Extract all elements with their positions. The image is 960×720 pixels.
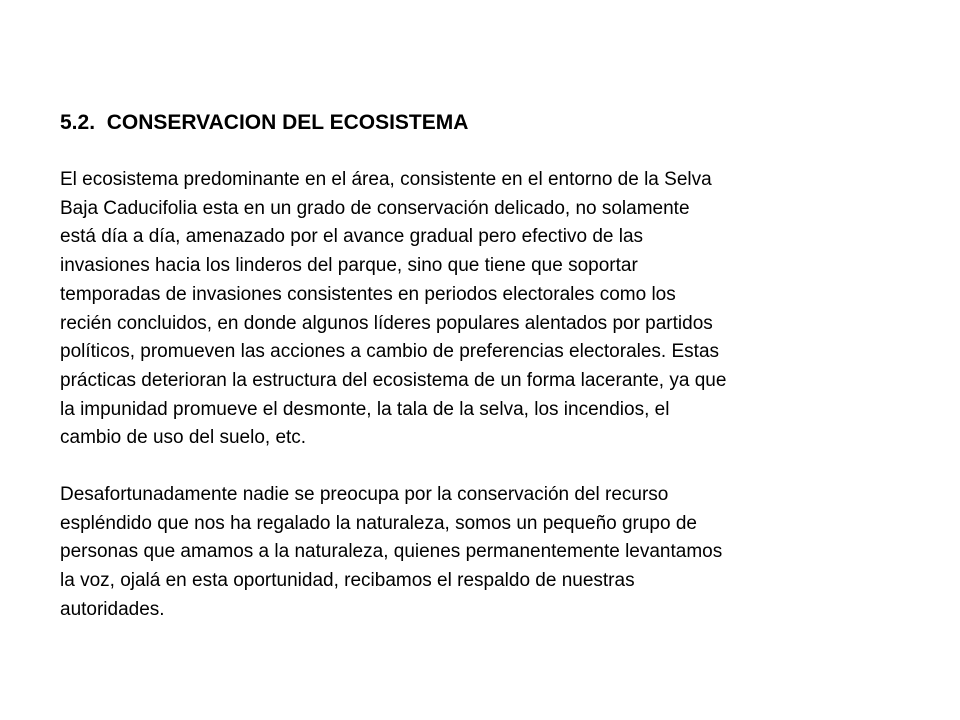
text-line: Baja Caducifolia esta en un grado de conservación delicado, no solamente	[60, 197, 690, 219]
text-line: autoridades.	[60, 598, 165, 620]
paragraph-conservation-appeal	[60, 481, 910, 625]
text-line: políticos, promueven las acciones a cambio de preferencias electorales. Estas	[60, 341, 720, 363]
paragraph-ecosystem-status	[60, 166, 910, 453]
text-line: personas que amamos a la naturaleza, quienes permanentemente levantamos	[60, 541, 723, 563]
text-line: está día a día, amenazado por el avance gradual pero efectivo de las	[60, 226, 644, 248]
text-line: El ecosistema predominante en el área, consistente en el entorno de la Selva	[60, 169, 712, 190]
text-line: prácticas deterioran la estructura del ecosistema de un forma lacerante, ya que	[60, 369, 727, 391]
text-line: espléndido que nos ha regalado la naturaleza, somos un pequeño grupo de	[60, 512, 697, 534]
text-line: Desafortunadamente nadie se preocupa por la conservación del recurso	[60, 484, 669, 506]
text-line: invasiones hacia los linderos del parque, sino que tiene que soportar	[60, 255, 638, 277]
paragraph-spacer	[60, 453, 910, 481]
slide-title: 5.2. CONSERVACION DEL ECOSISTEMA	[60, 111, 469, 134]
text-line: la impunidad promueve el desmonte, la tala de la selva, los incendios, el	[60, 398, 670, 420]
text-line: recién concluidos, en donde algunos líderes populares alentados por partidos	[60, 312, 713, 334]
slide-content	[60, 108, 910, 625]
text-line: la voz, ojalá en esta oportunidad, recibamos el respaldo de nuestras	[60, 570, 635, 592]
text-line: cambio de uso del suelo, etc.	[60, 427, 307, 449]
text-line: temporadas de invasiones consistentes en periodos electorales como los	[60, 283, 676, 305]
